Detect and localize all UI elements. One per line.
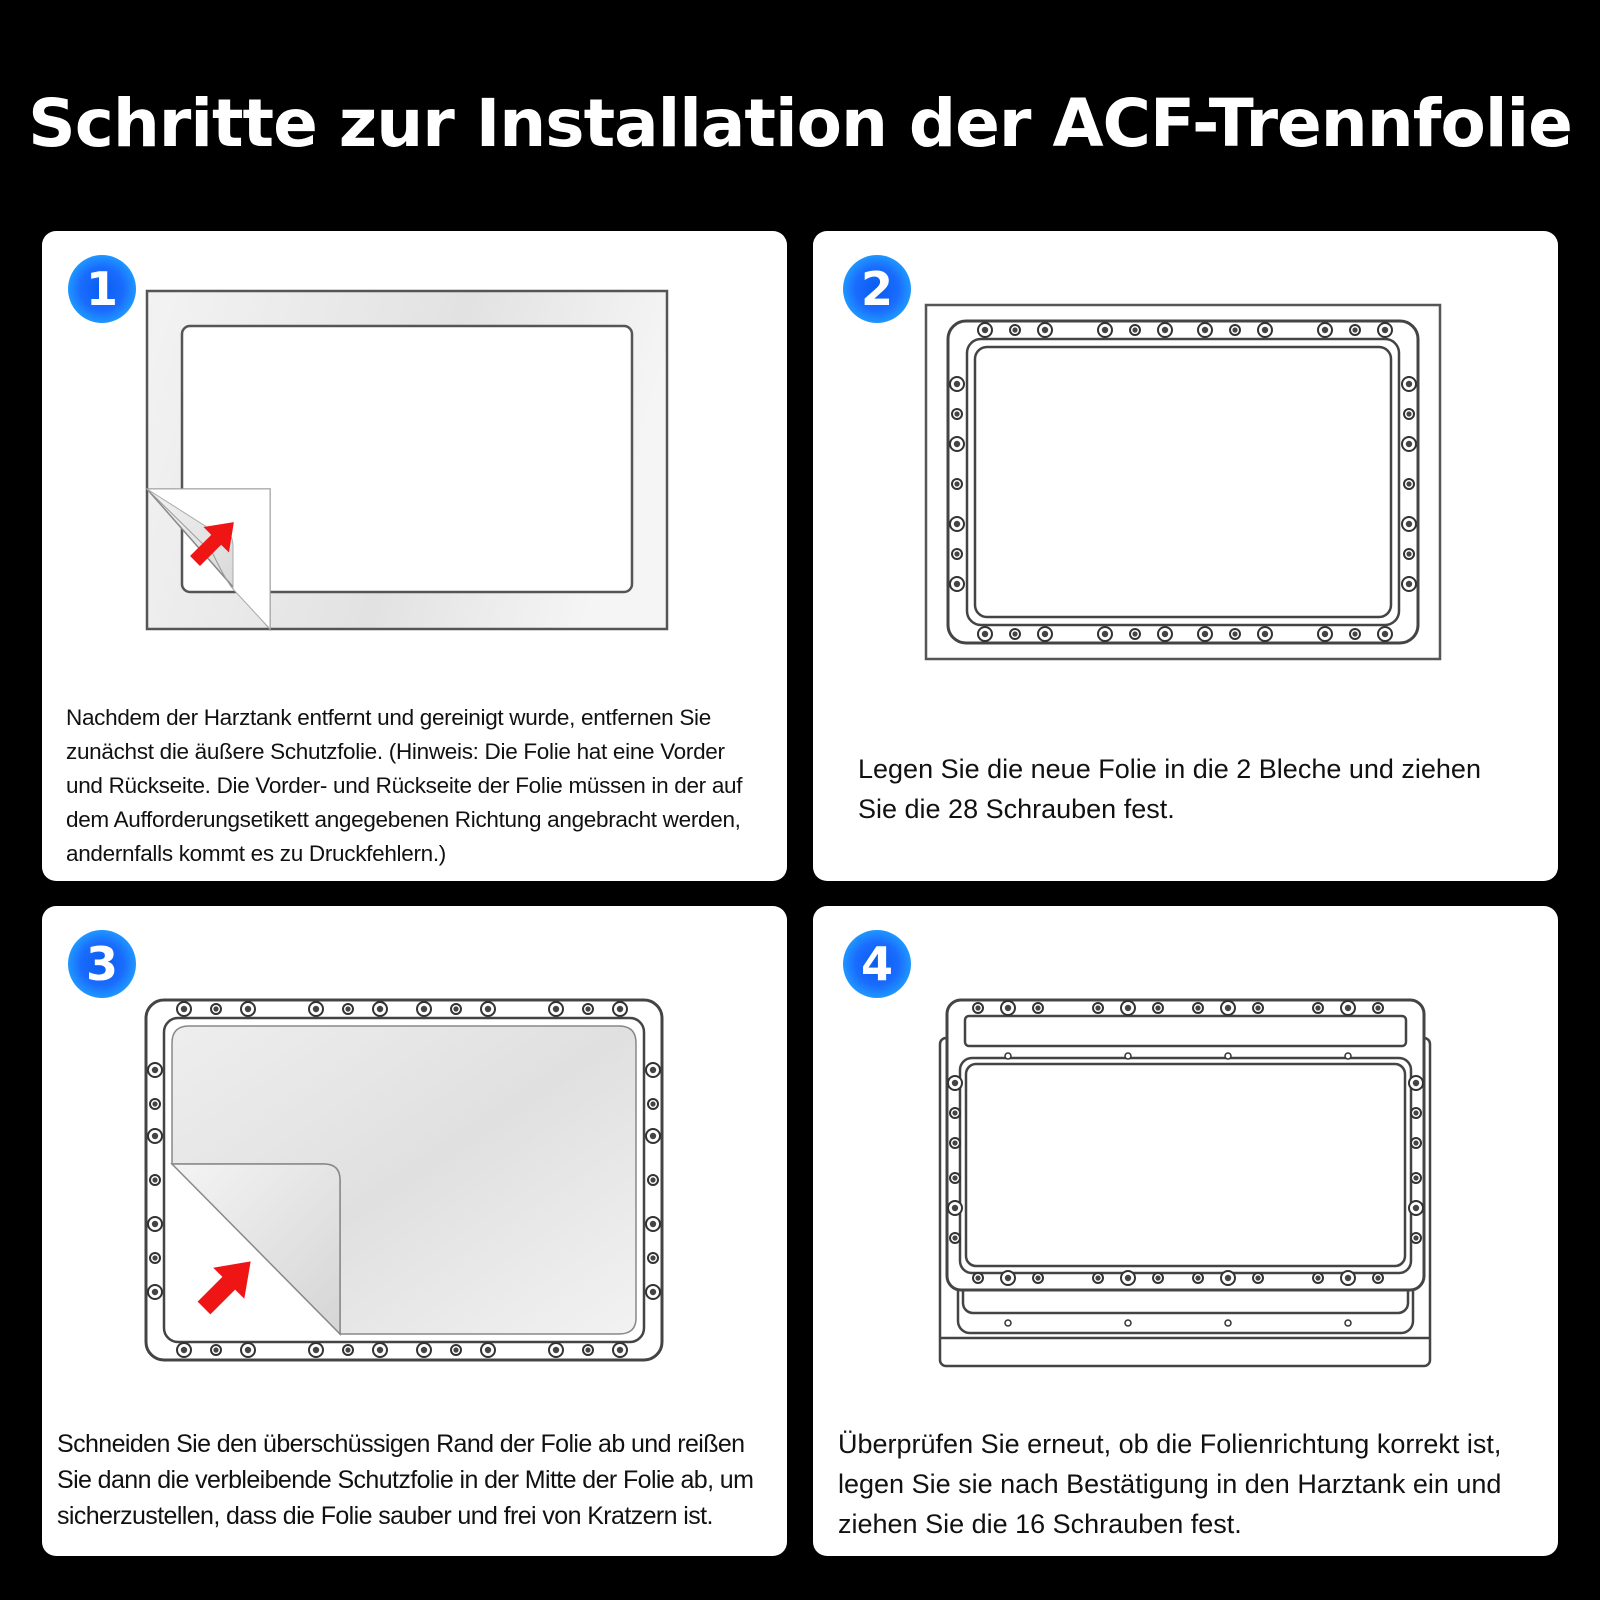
screw-head-icon <box>1042 327 1048 333</box>
screw-head-icon <box>952 1110 957 1115</box>
step-2-card <box>813 231 1558 881</box>
step-3-text: Schneiden Sie den überschüssigen Rand der Folie ab und reißen Sie dann die verbleibende Schutzfolie in der Mitte der Folie ab, um sicherzustellen, dass die Folie sauber und frei von Kratzern ist. <box>57 1430 754 1530</box>
screw-head-icon <box>1413 1080 1419 1086</box>
screw-head-icon <box>954 521 960 527</box>
screw-head-icon <box>1035 1005 1040 1010</box>
screw-head-icon <box>1095 1275 1100 1280</box>
screw-hole-icon <box>1125 1320 1131 1326</box>
screw-head-icon <box>553 1347 559 1353</box>
screw-head-icon <box>975 1005 980 1010</box>
screw-head-icon <box>954 411 959 416</box>
screw-head-icon <box>1162 327 1168 333</box>
screw-head-icon <box>1262 327 1268 333</box>
screw-head-icon <box>152 1067 158 1073</box>
screw-head-icon <box>1132 327 1137 332</box>
step-4-badge: 4 <box>843 930 911 998</box>
screw-head-icon <box>1406 521 1412 527</box>
step-1-text: Nachdem der Harztank entfernt und gereinigt wurde, entfernen Sie zunächst die äußere Schutzfolie. (Hinweis: Die Folie hat eine Vorder und Rückseite. Die Vorder- und Rückseite der Folie müssen in der auf dem Aufforderungsetikett angegebenen Richtung angebracht werden, andernfalls kommt es zu Druckfehlern.) <box>66 705 743 866</box>
screw-head-icon <box>585 1006 590 1011</box>
screw-head-icon <box>952 1175 957 1180</box>
screw-hole-icon <box>1345 1320 1351 1326</box>
screw-head-icon <box>1413 1235 1418 1240</box>
screw-head-icon <box>1232 327 1237 332</box>
screw-head-icon <box>181 1347 187 1353</box>
screw-head-icon <box>1322 631 1328 637</box>
screw-head-icon <box>1406 551 1411 556</box>
screw-head-icon <box>1095 1005 1100 1010</box>
screw-head-icon <box>1225 1005 1231 1011</box>
screw-head-icon <box>1413 1140 1418 1145</box>
screw-head-icon <box>952 1140 957 1145</box>
step-4-card <box>813 906 1558 1556</box>
step-3-card <box>42 906 787 1556</box>
screw-head-icon <box>1232 631 1237 636</box>
screw-head-icon <box>650 1177 655 1182</box>
screw-head-icon <box>485 1006 491 1012</box>
screw-head-icon <box>617 1347 623 1353</box>
screw-head-icon <box>421 1006 427 1012</box>
screw-head-icon <box>453 1347 458 1352</box>
screw-head-icon <box>345 1347 350 1352</box>
screw-head-icon <box>245 1006 251 1012</box>
screw-head-icon <box>1375 1275 1380 1280</box>
screw-head-icon <box>982 631 988 637</box>
screw-head-icon <box>421 1347 427 1353</box>
screw-head-icon <box>1155 1275 1160 1280</box>
screw-head-icon <box>1202 327 1208 333</box>
resin-tank-assembly-illustration <box>938 998 1433 1370</box>
screw-head-icon <box>152 1177 157 1182</box>
peel-film-illustration <box>145 289 670 634</box>
screw-head-icon <box>1413 1205 1419 1211</box>
screw-head-icon <box>1005 1275 1011 1281</box>
screw-head-icon <box>345 1006 350 1011</box>
step-2-badge: 2 <box>843 255 911 323</box>
screw-head-icon <box>313 1347 319 1353</box>
screw-head-icon <box>1352 631 1357 636</box>
screw-head-icon <box>1406 381 1412 387</box>
step-1-card <box>42 231 787 881</box>
screw-head-icon <box>1413 1175 1418 1180</box>
screw-head-icon <box>1042 631 1048 637</box>
step-1-badge: 1 <box>68 255 136 323</box>
screw-head-icon <box>650 1067 656 1073</box>
screw-hole-icon <box>1225 1320 1231 1326</box>
screw-head-icon <box>1005 1005 1011 1011</box>
screw-head-icon <box>213 1347 218 1352</box>
screw-head-icon <box>485 1347 491 1353</box>
screw-head-icon <box>650 1101 655 1106</box>
screw-hole-icon <box>1345 1053 1351 1059</box>
screw-head-icon <box>152 1133 158 1139</box>
screw-head-icon <box>954 481 959 486</box>
screw-head-icon <box>453 1006 458 1011</box>
step-4-text: Überprüfen Sie erneut, ob die Folienrichtung korrekt ist, legen Sie sie nach Bestätigung in den Harztank ein und ziehen Sie die 16 Schrauben fest. <box>838 1429 1502 1539</box>
step-2-text: Legen Sie die neue Folie in die 2 Bleche und ziehen Sie die 28 Schrauben fest. <box>858 754 1481 824</box>
screw-head-icon <box>313 1006 319 1012</box>
screw-head-icon <box>377 1347 383 1353</box>
screw-head-icon <box>954 441 960 447</box>
step-3-badge: 3 <box>68 930 136 998</box>
screw-head-icon <box>213 1006 218 1011</box>
screw-head-icon <box>650 1133 656 1139</box>
screw-head-icon <box>1322 327 1328 333</box>
screw-hole-icon <box>1225 1053 1231 1059</box>
screw-head-icon <box>152 1289 158 1295</box>
screw-head-icon <box>1255 1275 1260 1280</box>
screw-head-icon <box>1315 1275 1320 1280</box>
screw-head-icon <box>245 1347 251 1353</box>
screw-head-icon <box>1406 441 1412 447</box>
screw-head-icon <box>1382 327 1388 333</box>
screw-head-icon <box>1352 327 1357 332</box>
screw-head-icon <box>181 1006 187 1012</box>
screw-head-icon <box>952 1205 958 1211</box>
screw-head-icon <box>650 1255 655 1260</box>
screw-head-icon <box>1315 1005 1320 1010</box>
screw-head-icon <box>1035 1275 1040 1280</box>
screw-head-icon <box>1345 1005 1351 1011</box>
screw-head-icon <box>650 1289 656 1295</box>
screw-head-icon <box>952 1080 958 1086</box>
screw-head-icon <box>1406 411 1411 416</box>
screw-head-icon <box>954 551 959 556</box>
screw-head-icon <box>954 381 960 387</box>
screw-head-icon <box>650 1221 656 1227</box>
screw-hole-icon <box>1125 1053 1131 1059</box>
screw-head-icon <box>1155 1005 1160 1010</box>
screw-head-icon <box>1195 1005 1200 1010</box>
screw-head-icon <box>1413 1110 1418 1115</box>
screw-head-icon <box>1406 581 1412 587</box>
screw-head-icon <box>1202 631 1208 637</box>
page-title: Schritte zur Installation der ACF-Trennfolie <box>28 85 1572 162</box>
screw-head-icon <box>1125 1275 1131 1281</box>
screw-head-icon <box>152 1221 158 1227</box>
screw-head-icon <box>1382 631 1388 637</box>
screw-hole-icon <box>1005 1320 1011 1326</box>
screw-head-icon <box>585 1347 590 1352</box>
screw-head-icon <box>1012 327 1017 332</box>
screw-head-icon <box>954 581 960 587</box>
screw-head-icon <box>152 1255 157 1260</box>
screw-head-icon <box>1255 1005 1260 1010</box>
screw-head-icon <box>952 1235 957 1240</box>
screw-head-icon <box>1406 481 1411 486</box>
peel-protective-film-illustration <box>144 998 664 1363</box>
screw-head-icon <box>1345 1275 1351 1281</box>
screw-head-icon <box>1125 1005 1131 1011</box>
screw-head-icon <box>1225 1275 1231 1281</box>
screw-head-icon <box>1262 631 1268 637</box>
screw-head-icon <box>1102 631 1108 637</box>
screw-frame-illustration <box>924 303 1444 663</box>
screw-head-icon <box>617 1006 623 1012</box>
screw-head-icon <box>1102 327 1108 333</box>
screw-head-icon <box>1132 631 1137 636</box>
screw-head-icon <box>1375 1005 1380 1010</box>
screw-head-icon <box>975 1275 980 1280</box>
screw-head-icon <box>553 1006 559 1012</box>
screw-hole-icon <box>1005 1053 1011 1059</box>
screw-head-icon <box>1195 1275 1200 1280</box>
screw-head-icon <box>1012 631 1017 636</box>
screw-head-icon <box>377 1006 383 1012</box>
screw-head-icon <box>1162 631 1168 637</box>
screw-head-icon <box>982 327 988 333</box>
screw-head-icon <box>152 1101 157 1106</box>
